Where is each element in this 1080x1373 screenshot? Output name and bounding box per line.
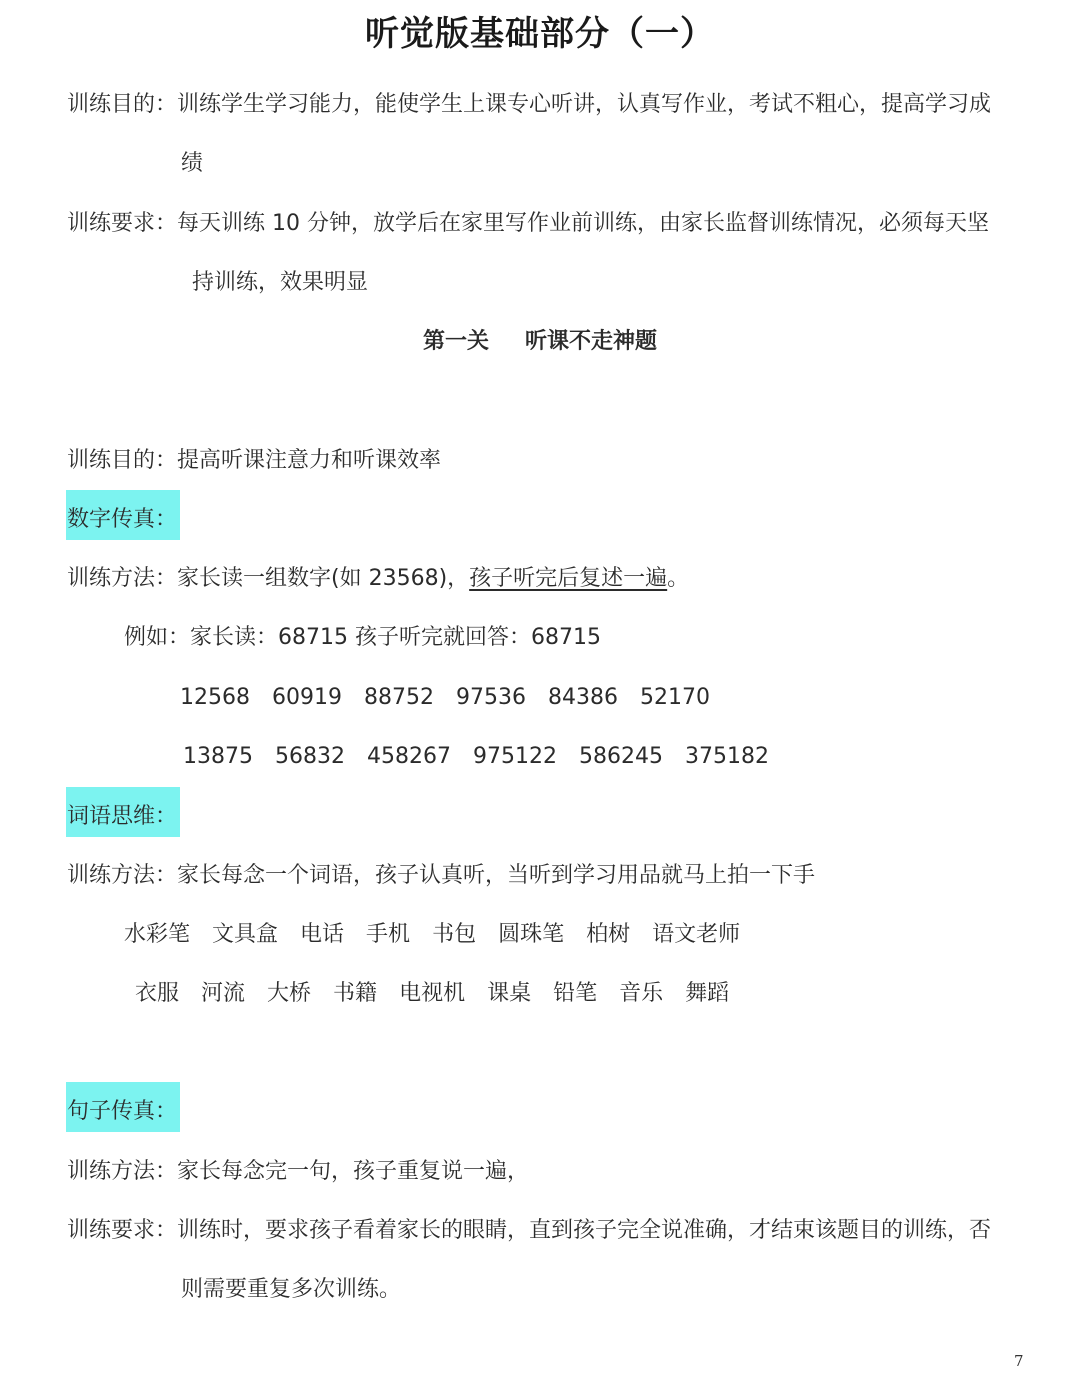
words-heading: 词语思维： <box>67 804 178 829</box>
digits-method-prefix: 训练方法：家长读一组数字(如 23568)， <box>67 566 470 591</box>
word-item: 书包 <box>432 922 477 947</box>
words-row-2 <box>135 979 751 1009</box>
requirement-line-1 <box>67 209 989 239</box>
purpose-label: 训练目的： <box>67 92 178 117</box>
digits-row-1 <box>180 683 732 713</box>
digits-row-2 <box>183 742 791 772</box>
word-item: 电视机 <box>399 981 466 1006</box>
words-method: 训练方法：家长每念一个词语，孩子认真听，当听到学习用品就马上拍一下手 <box>67 863 816 888</box>
level-heading <box>0 327 1080 357</box>
word-item: 手机 <box>366 922 411 947</box>
word-item: 圆珠笔 <box>498 922 565 947</box>
word-item: 书籍 <box>333 981 378 1006</box>
word-item: 音乐 <box>619 981 664 1006</box>
requirement-line-2: 持训练，效果明显 <box>192 270 369 295</box>
requirement-text: 每天训练 10 分钟，放学后在家里写作业前训练，由家长监督训练情况，必须每天坚 <box>177 211 989 236</box>
word-item: 语文老师 <box>652 922 741 947</box>
word-item: 大桥 <box>267 981 312 1006</box>
word-item: 柏树 <box>586 922 631 947</box>
word-item: 电话 <box>300 922 345 947</box>
word-item: 衣服 <box>135 981 180 1006</box>
sentences-requirement-line-1: 训练要求：训练时，要求孩子看着家长的眼睛，直到孩子完全说准确，才结束该题目的训练，否 <box>67 1218 992 1243</box>
digits-method-underlined: 孩子听完后复述一遍 <box>469 566 668 591</box>
requirement-label: 训练要求： <box>67 211 178 236</box>
number-item: 52170 <box>640 685 710 710</box>
word-item: 铅笔 <box>553 981 598 1006</box>
purpose-line-1 <box>67 90 991 120</box>
page-title: 听觉版基础部分（一） <box>365 14 715 54</box>
number-item: 13875 <box>183 744 253 769</box>
level-purpose: 训练目的：提高听课注意力和听课效率 <box>67 448 442 473</box>
word-item: 河流 <box>201 981 246 1006</box>
number-item: 97536 <box>456 685 526 710</box>
number-item: 975122 <box>472 744 557 769</box>
number-item: 84386 <box>548 685 618 710</box>
digits-example: 例如：家长读：68715 孩子听完就回答：68715 <box>124 625 601 650</box>
word-item: 舞蹈 <box>685 981 730 1006</box>
word-item: 文具盒 <box>212 922 279 947</box>
sentences-heading: 句子传真： <box>67 1099 178 1124</box>
number-item: 586245 <box>578 744 663 769</box>
word-item: 课桌 <box>487 981 532 1006</box>
level-number: 第一关 <box>422 329 489 354</box>
page-number: 7 <box>1014 1352 1024 1370</box>
number-item: 458267 <box>367 744 451 769</box>
purpose-text: 训练学生学习能力，能使学生上课专心听讲，认真写作业，考试不粗心，提高学习成 <box>177 92 992 117</box>
level-name: 听课不走神题 <box>525 329 658 354</box>
number-item: 375182 <box>684 744 769 769</box>
word-item: 水彩笔 <box>124 922 191 947</box>
number-item: 88752 <box>364 685 434 710</box>
number-item: 56832 <box>275 744 345 769</box>
digits-method-suffix: 。 <box>667 566 690 591</box>
digits-method <box>67 564 689 594</box>
purpose-line-2: 绩 <box>181 151 204 176</box>
sentences-method: 训练方法：家长每念完一句，孩子重复说一遍， <box>67 1159 530 1184</box>
number-item: 60919 <box>272 685 342 710</box>
digits-heading: 数字传真： <box>67 507 178 532</box>
words-row-1 <box>124 920 762 950</box>
sentences-requirement-line-2: 则需要重复多次训练。 <box>181 1277 402 1302</box>
number-item: 12568 <box>180 685 250 710</box>
